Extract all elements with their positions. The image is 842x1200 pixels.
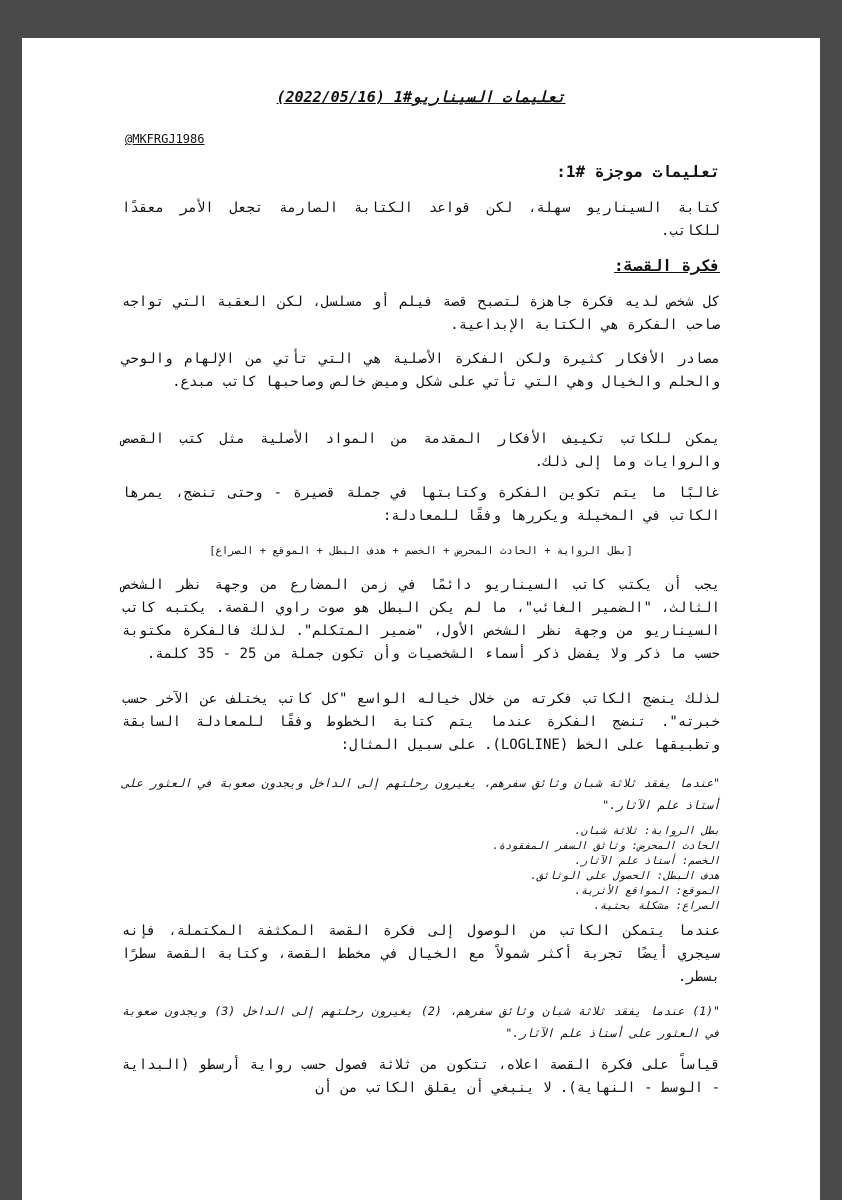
section-heading-brief: تعليمات موجزة #1: (556, 162, 720, 181)
example-quote: "عندما يفقد ثلاثة شبان وثائق سفرهم، يغيرون رحلتهم إلى الداخل ويجدون صعوبة في العثور على أستاذ علم الآثار." (122, 776, 720, 812)
paragraph-2: مصادر الأفكار كثيرة ولكن الفكرة الأصلية هي التي تأتي من الإلهام والوحي والحلم والخيال وهي التي تأتي على شكل وميض خالص وصاحبها كاتب مبدع. (122, 351, 720, 390)
list-item: بطل الرواية: ثلاثة شبان. (574, 825, 720, 837)
paragraph-6: لذلك ينضج الكاتب فكرته من خلال خياله الواسع "كل كاتب يختلف عن الآخر حسب خبرته". تنضج الفكرة عندما يتم كتابة الخطوط وفقًا للمعادلة السابقة وتطبيقها على الخط (LOGLINE). على سبيل المثال: (122, 691, 720, 753)
section-heading-story-idea: فكرة القصة: (614, 256, 720, 275)
list-item: الخصم: أستاذ علم الآثار. (574, 855, 720, 867)
paragraph-5: يجب أن يكتب كاتب السيناريو دائمًا في زمن المضارع من وجهة نظر الشخص الثالث، "الضمير الغائب"، ما لم يكن البطل هو صوت راوي القصة. يكتبه كاتب السيناريو من وجهة نظر الشخص الأول، "ضمير المتكلم". لذلك فالفكرة مكتوبة حسب ما ذكر ولا يفضل ذكر أسماء الشخصيات وأن تكون جملة من 25 - 35 كلمة. (122, 577, 720, 662)
document-title: تعليمات السيناريو#1 (2022/05/16) (276, 88, 566, 106)
list-item: الحادث المحرض: وثائق السفر المفقودة. (492, 840, 720, 852)
document-page (22, 38, 820, 1200)
breakdown-list (122, 824, 720, 914)
paragraph-8: قياساً على فكرة القصة اعلاه، تتكون من ثلاثة فصول حسب رواية أرسطو (البداية - الوسط - النهاية). لا ينبغي أن يقلق الكاتب من أن (122, 1057, 720, 1096)
annotated-quote: "(1) عندما يفقد ثلاثة شبان وثائق سفرهم، (2) يغيرون رحلتهم إلى الداخل (3) ويجدون صعوبة في العثور على أستاذ علم الآثار." (122, 1004, 720, 1040)
list-item: هدف البطل: الحصول على الوثائق. (530, 870, 720, 882)
list-item: الموقع: المواقع الأثرية. (574, 885, 720, 897)
paragraph-4: غالبًا ما يتم تكوين الفكرة وكتابتها في جملة قصيرة - وحتى تنضج، يمرها الكاتب في المخيلة ويكررها وفقًا للمعادلة: (122, 485, 720, 524)
paragraph-3: يمكن للكاتب تكييف الأفكار المقدمة من المواد الأصلية مثل كتب القصص والروايات وما إلى ذلك. (122, 431, 720, 470)
formula-line: [بطل الرواية + الحادث المحرض + الخصم + هدف البطل + الموقع + الصراع] (209, 545, 633, 557)
author-handle: @MKFRGJ1986 (125, 132, 205, 146)
intro-paragraph: كتابة السيناريو سهلة، لكن قواعد الكتابة الصارمة تجعل الأمر معقدًا للكاتب. (122, 200, 720, 239)
list-item: الصراع: مشكلة بحثية. (593, 900, 720, 912)
paragraph-7: عندما يتمكن الكاتب من الوصول إلى فكرة القصة المكثفة المكتملة، فإنه سيجري أيضًا تجربة أكثر شمولاً مع الخيال في مخطط القصة، وكتابة القصة سطرًا بسطر. (122, 923, 720, 985)
paragraph-1: كل شخص لديه فكرة جاهزة لتصبح قصة فيلم أو مسلسل، لكن العقبة التي تواجه صاحب الفكرة هي الكتابة الإبداعية. (122, 294, 720, 333)
